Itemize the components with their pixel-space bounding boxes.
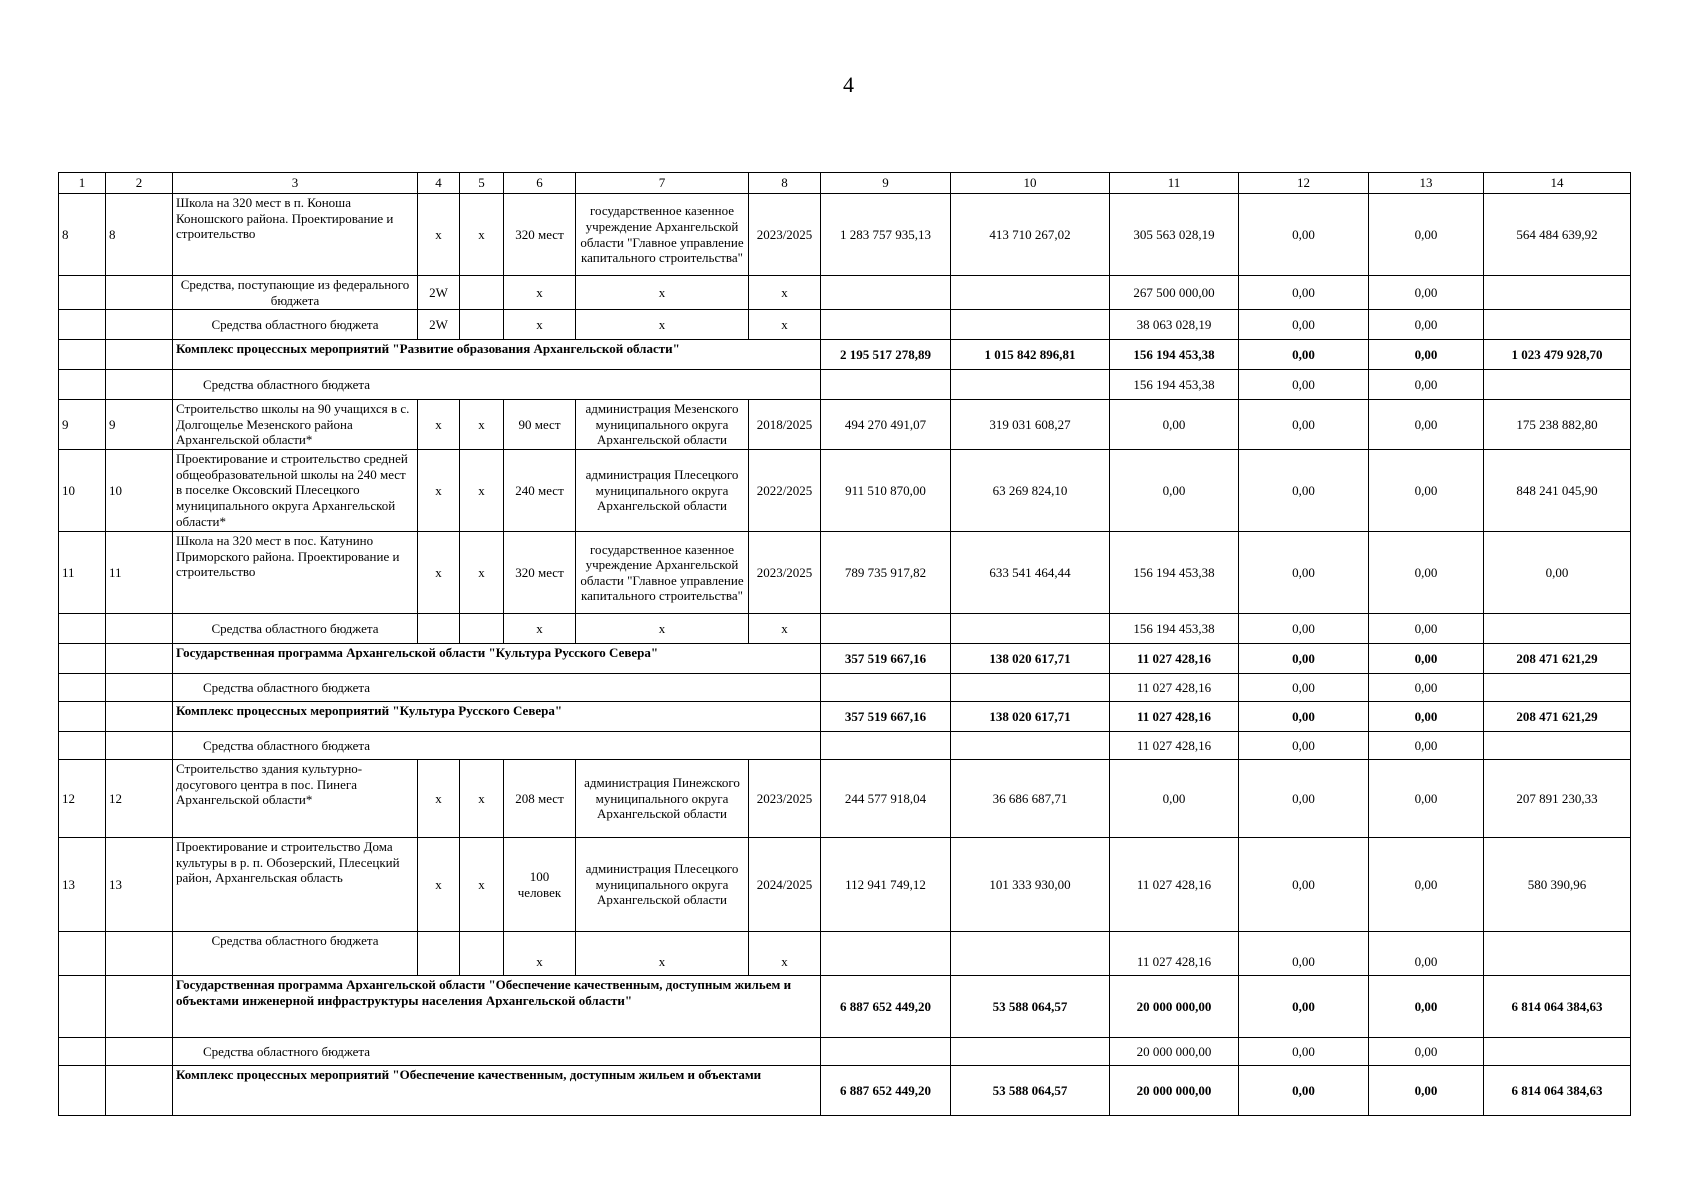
amount: 53 588 064,57 [951, 976, 1110, 1038]
amount: 6 887 652 449,20 [821, 976, 951, 1038]
object-name: Строительство здания культурно-досугового центра в пос. Пинега Архангельской области* [173, 760, 418, 838]
amount: 6 814 064 384,63 [1484, 976, 1631, 1038]
amount: 1 015 842 896,81 [951, 340, 1110, 370]
cell [460, 310, 504, 340]
capacity: 100 человек [504, 838, 576, 932]
column-header: 10 [951, 173, 1110, 194]
cell: х [418, 194, 460, 276]
row-code: 13 [106, 838, 173, 932]
amount: 38 063 028,19 [1110, 310, 1239, 340]
table-row [59, 838, 1631, 932]
cell [59, 276, 106, 310]
amount: 0,00 [1369, 370, 1484, 400]
cell: х [504, 276, 576, 310]
column-header: 3 [173, 173, 418, 194]
cell [106, 310, 173, 340]
period: 2018/2025 [749, 400, 821, 450]
cell [106, 1038, 173, 1066]
section-title: Государственная программа Архангельской области "Культура Русского Севера" [173, 644, 821, 674]
cell: 2W [418, 276, 460, 310]
amount: 11 027 428,16 [1110, 702, 1239, 732]
amount: 0,00 [1239, 614, 1369, 644]
table-row [59, 614, 1631, 644]
page-number: 4 [843, 72, 854, 97]
table-row [59, 932, 1631, 976]
cell [951, 732, 1110, 760]
table-row [59, 532, 1631, 614]
object-name: Строительство школы на 90 учащихся в с. Долгощелье Мезенского района Архангельской области* [173, 400, 418, 450]
amount: 1 283 757 935,13 [821, 194, 951, 276]
cell [59, 644, 106, 674]
period: 2024/2025 [749, 838, 821, 932]
cell [460, 932, 504, 976]
cell [106, 340, 173, 370]
cell [106, 976, 173, 1038]
cell: х [749, 276, 821, 310]
amount: 0,00 [1239, 276, 1369, 310]
amount: 156 194 453,38 [1110, 340, 1239, 370]
section-title: Государственная программа Архангельской области "Обеспечение качественным, доступным жильем и объектами инженерной инфраструктуры населения Архангельской области" [173, 976, 821, 1038]
amount: 413 710 267,02 [951, 194, 1110, 276]
cell [106, 702, 173, 732]
cell [59, 340, 106, 370]
table-row [59, 760, 1631, 838]
amount: 207 891 230,33 [1484, 760, 1631, 838]
amount: 11 027 428,16 [1110, 838, 1239, 932]
row-code: 8 [106, 194, 173, 276]
amount: 0,00 [1369, 1038, 1484, 1066]
amount: 0,00 [1239, 732, 1369, 760]
period: 2022/2025 [749, 450, 821, 532]
amount: 0,00 [1369, 194, 1484, 276]
cell [106, 614, 173, 644]
amount: 11 027 428,16 [1110, 674, 1239, 702]
amount: 63 269 824,10 [951, 450, 1110, 532]
customer: администрация Плесецкого муниципального округа Архангельской области [576, 450, 749, 532]
amount: 0,00 [1484, 532, 1631, 614]
object-name: Проектирование и строительство средней общеобразовательной школы на 240 мест в поселке Оксовский Плесецкого муниципального округа Архангельской области* [173, 450, 418, 532]
cell [1484, 732, 1631, 760]
amount: 0,00 [1369, 760, 1484, 838]
cell: х [576, 932, 749, 976]
amount: 0,00 [1369, 702, 1484, 732]
cell: х [418, 532, 460, 614]
cell [106, 370, 173, 400]
amount: 0,00 [1239, 1066, 1369, 1116]
row-number: 10 [59, 450, 106, 532]
cell [418, 614, 460, 644]
amount: 0,00 [1369, 932, 1484, 976]
column-header: 14 [1484, 173, 1631, 194]
row-number: 8 [59, 194, 106, 276]
amount: 911 510 870,00 [821, 450, 951, 532]
table-row [59, 732, 1631, 760]
amount: 244 577 918,04 [821, 760, 951, 838]
cell [106, 644, 173, 674]
customer: администрация Мезенского муниципального округа Архангельской области [576, 400, 749, 450]
table-row [59, 644, 1631, 674]
cell: х [460, 838, 504, 932]
capacity: 320 мест [504, 194, 576, 276]
amount: 564 484 639,92 [1484, 194, 1631, 276]
amount: 156 194 453,38 [1110, 614, 1239, 644]
cell [1484, 276, 1631, 310]
amount: 208 471 621,29 [1484, 644, 1631, 674]
cell: х [418, 450, 460, 532]
column-header: 6 [504, 173, 576, 194]
funding-source: Средства областного бюджета [173, 614, 418, 644]
cell [821, 310, 951, 340]
column-header: 9 [821, 173, 951, 194]
cell [1484, 614, 1631, 644]
table-row [59, 702, 1631, 732]
customer: государственное казенное учреждение Архангельской области "Главное управление капитального строительства" [576, 194, 749, 276]
amount: 0,00 [1369, 976, 1484, 1038]
cell: х [418, 400, 460, 450]
amount: 0,00 [1239, 310, 1369, 340]
amount: 138 020 617,71 [951, 644, 1110, 674]
cell [1484, 932, 1631, 976]
cell [951, 932, 1110, 976]
row-number: 13 [59, 838, 106, 932]
section-title: Комплекс процессных мероприятий "Обеспечение качественным, доступным жильем и объектами [173, 1066, 821, 1116]
amount: 0,00 [1239, 194, 1369, 276]
amount: 0,00 [1239, 400, 1369, 450]
amount: 305 563 028,19 [1110, 194, 1239, 276]
cell: х [504, 614, 576, 644]
amount: 0,00 [1239, 838, 1369, 932]
table-row [59, 310, 1631, 340]
customer: администрация Плесецкого муниципального округа Архангельской области [576, 838, 749, 932]
cell [59, 1038, 106, 1066]
amount: 0,00 [1239, 340, 1369, 370]
cell: х [460, 400, 504, 450]
row-number: 9 [59, 400, 106, 450]
amount: 0,00 [1369, 400, 1484, 450]
period: 2023/2025 [749, 532, 821, 614]
column-header: 11 [1110, 173, 1239, 194]
section-title: Комплекс процессных мероприятий "Культура Русского Севера" [173, 702, 821, 732]
amount: 0,00 [1239, 644, 1369, 674]
table-row [59, 976, 1631, 1038]
period: 2023/2025 [749, 194, 821, 276]
cell [821, 276, 951, 310]
row-code: 9 [106, 400, 173, 450]
column-header: 4 [418, 173, 460, 194]
column-header: 1 [59, 173, 106, 194]
cell: х [460, 194, 504, 276]
table-row [59, 276, 1631, 310]
amount: 138 020 617,71 [951, 702, 1110, 732]
amount: 633 541 464,44 [951, 532, 1110, 614]
cell [59, 674, 106, 702]
column-header: 12 [1239, 173, 1369, 194]
amount: 20 000 000,00 [1110, 976, 1239, 1038]
amount: 0,00 [1369, 674, 1484, 702]
cell [59, 976, 106, 1038]
customer: государственное казенное учреждение Архангельской области "Главное управление капитального строительства" [576, 532, 749, 614]
table-row [59, 1038, 1631, 1066]
cell [951, 310, 1110, 340]
amount: 0,00 [1369, 732, 1484, 760]
column-header: 2 [106, 173, 173, 194]
amount: 156 194 453,38 [1110, 370, 1239, 400]
amount: 0,00 [1369, 450, 1484, 532]
cell [59, 310, 106, 340]
object-name: Школа на 320 мест в пос. Катунино Приморского района. Проектирование и строительство [173, 532, 418, 614]
column-header: 13 [1369, 173, 1484, 194]
column-number-row [59, 173, 1631, 194]
cell [106, 732, 173, 760]
amount: 0,00 [1369, 532, 1484, 614]
cell [951, 674, 1110, 702]
funding-source: Средства областного бюджета [173, 732, 821, 760]
funding-source: Средства, поступающие из федерального бюджета [173, 276, 418, 310]
cell [418, 932, 460, 976]
amount: 0,00 [1369, 1066, 1484, 1116]
amount: 53 588 064,57 [951, 1066, 1110, 1116]
amount: 0,00 [1110, 400, 1239, 450]
customer: администрация Пинежского муниципального округа Архангельской области [576, 760, 749, 838]
row-code: 11 [106, 532, 173, 614]
column-header: 5 [460, 173, 504, 194]
cell [951, 370, 1110, 400]
capacity: 320 мест [504, 532, 576, 614]
amount: 0,00 [1239, 450, 1369, 532]
object-name: Школа на 320 мест в п. Коноша Коношского района. Проектирование и строительство [173, 194, 418, 276]
amount: 0,00 [1239, 370, 1369, 400]
amount: 0,00 [1369, 838, 1484, 932]
table-row [59, 194, 1631, 276]
cell [951, 1038, 1110, 1066]
table-row [59, 450, 1631, 532]
cell [106, 1066, 173, 1116]
amount: 20 000 000,00 [1110, 1038, 1239, 1066]
amount: 0,00 [1239, 702, 1369, 732]
amount: 11 027 428,16 [1110, 732, 1239, 760]
cell: х [576, 276, 749, 310]
amount: 848 241 045,90 [1484, 450, 1631, 532]
cell: х [460, 450, 504, 532]
amount: 11 027 428,16 [1110, 932, 1239, 976]
funding-source: Средства областного бюджета [173, 1038, 821, 1066]
cell [1484, 1038, 1631, 1066]
cell: х [749, 932, 821, 976]
row-code: 12 [106, 760, 173, 838]
amount: 0,00 [1110, 450, 1239, 532]
cell: 2W [418, 310, 460, 340]
amount: 112 941 749,12 [821, 838, 951, 932]
amount: 267 500 000,00 [1110, 276, 1239, 310]
table-row [59, 340, 1631, 370]
amount: 0,00 [1239, 674, 1369, 702]
amount: 1 023 479 928,70 [1484, 340, 1631, 370]
amount: 357 519 667,16 [821, 644, 951, 674]
cell [460, 276, 504, 310]
amount: 0,00 [1239, 760, 1369, 838]
cell [1484, 310, 1631, 340]
cell: х [749, 614, 821, 644]
amount: 0,00 [1239, 976, 1369, 1038]
table-row [59, 674, 1631, 702]
cell [460, 614, 504, 644]
cell [821, 732, 951, 760]
row-number: 11 [59, 532, 106, 614]
cell [59, 370, 106, 400]
cell [821, 370, 951, 400]
cell [59, 1066, 106, 1116]
amount: 0,00 [1110, 760, 1239, 838]
column-header: 8 [749, 173, 821, 194]
amount: 0,00 [1369, 276, 1484, 310]
row-number: 12 [59, 760, 106, 838]
amount: 0,00 [1369, 644, 1484, 674]
funding-source: Средства областного бюджета [173, 674, 821, 702]
object-name: Проектирование и строительство Дома культуры в р. п. Обозерский, Плесецкий район, Архангельская область [173, 838, 418, 932]
cell [1484, 370, 1631, 400]
amount: 0,00 [1239, 1038, 1369, 1066]
cell: х [418, 760, 460, 838]
cell [821, 614, 951, 644]
amount: 6 887 652 449,20 [821, 1066, 951, 1116]
cell [59, 702, 106, 732]
cell [821, 1038, 951, 1066]
funding-source: Средства областного бюджета [173, 370, 821, 400]
amount: 6 814 064 384,63 [1484, 1066, 1631, 1116]
funding-source: Средства областного бюджета [173, 932, 418, 976]
capacity: 240 мест [504, 450, 576, 532]
cell: х [504, 310, 576, 340]
amount: 101 333 930,00 [951, 838, 1110, 932]
amount: 20 000 000,00 [1110, 1066, 1239, 1116]
cell [59, 932, 106, 976]
amount: 0,00 [1239, 932, 1369, 976]
cell: х [504, 932, 576, 976]
cell [951, 614, 1110, 644]
cell [59, 732, 106, 760]
amount: 0,00 [1369, 310, 1484, 340]
cell: х [418, 838, 460, 932]
cell: х [749, 310, 821, 340]
cell [1484, 674, 1631, 702]
cell [821, 932, 951, 976]
cell [106, 932, 173, 976]
amount: 36 686 687,71 [951, 760, 1110, 838]
cell: х [576, 614, 749, 644]
amount: 208 471 621,29 [1484, 702, 1631, 732]
amount: 789 735 917,82 [821, 532, 951, 614]
amount: 357 519 667,16 [821, 702, 951, 732]
amount: 580 390,96 [1484, 838, 1631, 932]
amount: 0,00 [1369, 340, 1484, 370]
amount: 0,00 [1239, 532, 1369, 614]
cell [106, 674, 173, 702]
period: 2023/2025 [749, 760, 821, 838]
cell [951, 276, 1110, 310]
amount: 11 027 428,16 [1110, 644, 1239, 674]
amount: 319 031 608,27 [951, 400, 1110, 450]
cell [59, 614, 106, 644]
amount: 0,00 [1369, 614, 1484, 644]
table-row [59, 400, 1631, 450]
row-code: 10 [106, 450, 173, 532]
table-row [59, 370, 1631, 400]
amount: 175 238 882,80 [1484, 400, 1631, 450]
section-title: Комплекс процессных мероприятий "Развитие образования Архангельской области" [173, 340, 821, 370]
cell [821, 674, 951, 702]
cell: х [576, 310, 749, 340]
cell: х [460, 760, 504, 838]
budget-table [58, 172, 1631, 1116]
cell: х [460, 532, 504, 614]
column-header: 7 [576, 173, 749, 194]
capacity: 90 мест [504, 400, 576, 450]
funding-source: Средства областного бюджета [173, 310, 418, 340]
amount: 494 270 491,07 [821, 400, 951, 450]
table-row [59, 1066, 1631, 1116]
amount: 156 194 453,38 [1110, 532, 1239, 614]
capacity: 208 мест [504, 760, 576, 838]
amount: 2 195 517 278,89 [821, 340, 951, 370]
cell [106, 276, 173, 310]
